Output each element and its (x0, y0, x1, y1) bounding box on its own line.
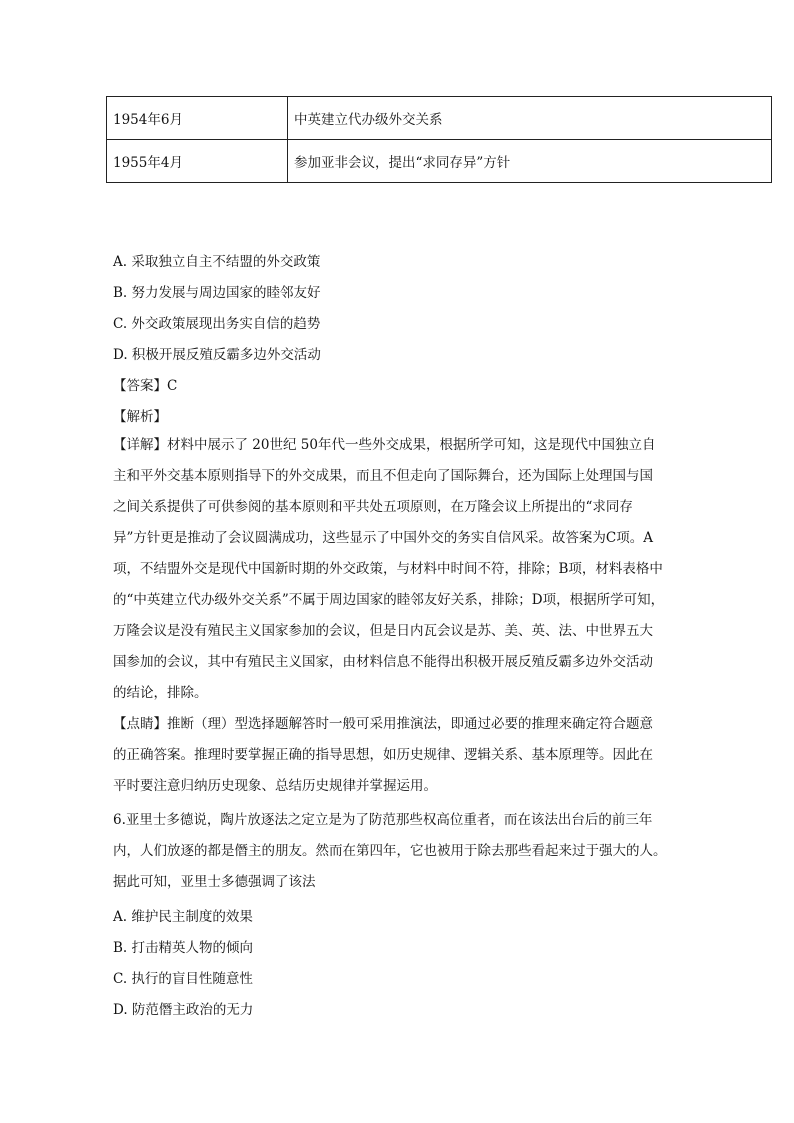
table-cell-event: 参加亚非会议，提出“求同存异”方针 (288, 140, 772, 183)
table-cell-event: 中英建立代办级外交关系 (288, 97, 772, 140)
q6-option-a: A. 维护民主制度的效果 (113, 909, 253, 925)
q5-option-d: D. 积极开展反殖反霸多边外交活动 (113, 347, 321, 363)
diplomacy-table (106, 96, 772, 183)
detail-line: 万隆会议是没有殖民主义国家参加的会议，但是日内瓦会议是苏、美、英、法、中世界五大 (113, 623, 653, 639)
detail-line: 的结论，排除。 (113, 685, 208, 701)
table-row (107, 97, 772, 140)
detail-line: 之间关系提供了可供参阅的基本原则和平共处五项原则，在万隆会议上所提出的“求同存 (113, 499, 633, 515)
detail-line: 国参加的会议，其中有殖民主义国家，由材料信息不能得出积极开展反殖反霸多边外交活动 (113, 654, 653, 670)
q5-detail (113, 430, 713, 709)
comment-line: 平时要注意归纳历史现象、总结历史规律并掌握运用。 (113, 778, 437, 794)
q6-option-b: B. 打击精英人物的倾向 (113, 940, 254, 956)
detail-line: 异”方针更是推动了会议圆满成功，这些显示了中国外交的务实自信风采。故答案为C项。A (113, 530, 653, 546)
q6-option-c: C. 执行的盲目性随意性 (113, 971, 253, 987)
comment-line: 的正确答案。推理时要掌握正确的指导思想，如历史规律、逻辑关系、基本原理等。因此在 (113, 747, 653, 763)
q6-stem (113, 805, 713, 898)
q5-option-c: C. 外交政策展现出务实自信的趋势 (113, 316, 321, 332)
table-cell-date: 1955年4月 (107, 140, 288, 183)
detail-line: 主和平外交基本原则指导下的外交成果，而且不但走向了国际舞台，还为国际上处理国与国 (113, 468, 653, 484)
comment-line: 【点睛】推断（理）型选择题解答时一般可采用推演法，即通过必要的推理来确定符合题意 (113, 716, 653, 732)
q6-option-d: D. 防范僭主政治的无力 (113, 1002, 254, 1018)
q5-comment (113, 709, 713, 802)
stem-line: 6.亚里士多德说，陶片放逐法之定立是为了防范那些权高位重者，而在该法出台后的前三年 (113, 812, 653, 828)
q5-analysis-label: 【解析】 (113, 409, 167, 425)
stem-line: 据此可知，亚里士多德强调了该法 (113, 874, 316, 890)
table-row (107, 140, 772, 183)
table-cell-date: 1954年6月 (107, 97, 288, 140)
detail-line: 项，不结盟外交是现代中国新时期的外交政策，与材料中时间不符，排除；B项，材料表格中 (113, 561, 663, 577)
detail-line: 【详解】材料中展示了 20世纪 50年代一些外交成果，根据所学可知，这是现代中国独立自 (113, 437, 656, 453)
q5-option-b: B. 努力发展与周边国家的睦邻友好 (113, 285, 321, 301)
q5-option-a: A. 采取独立自主不结盟的外交政策 (113, 254, 321, 270)
detail-line: 的“中英建立代办级外交关系”不属于周边国家的睦邻友好关系，排除；D项，根据所学可知， (113, 592, 665, 608)
stem-line: 内，人们放逐的都是僭主的朋友。然而在第四年，它也被用于除去那些看起来过于强大的人。 (113, 843, 667, 859)
q5-answer: 【答案】C (113, 378, 178, 394)
